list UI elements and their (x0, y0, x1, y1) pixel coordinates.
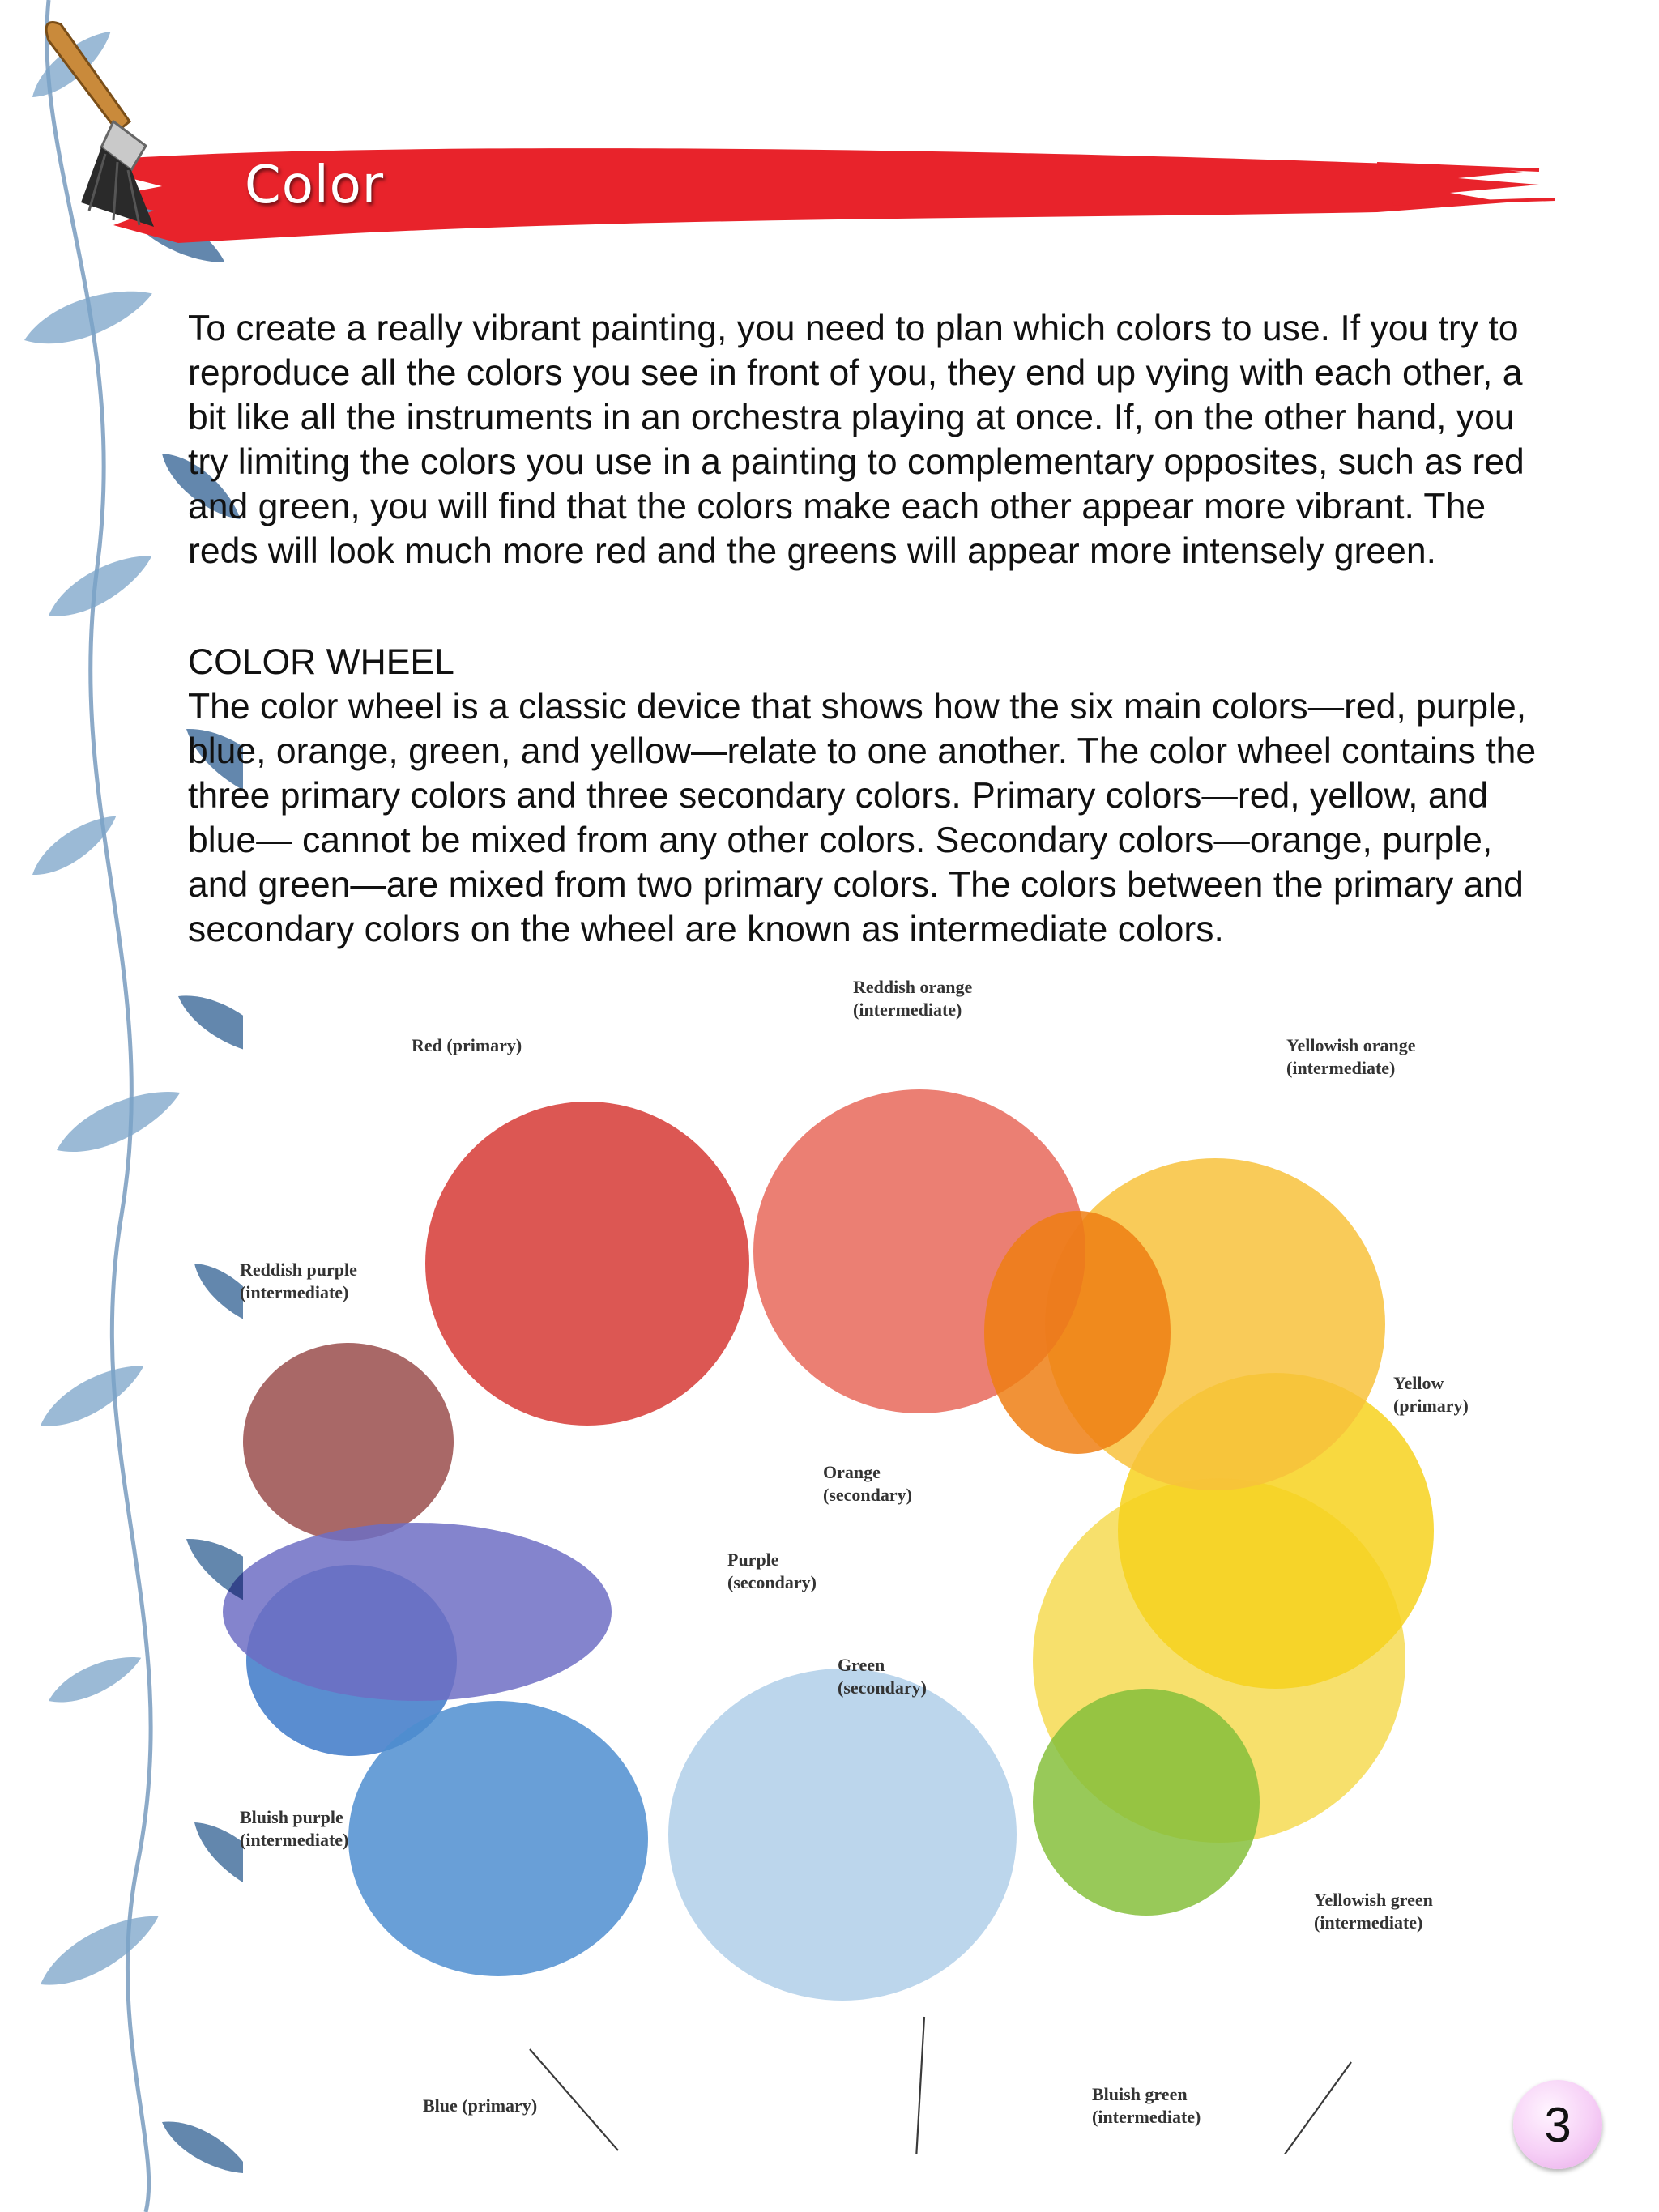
label-red: Red (primary) (412, 1035, 522, 1055)
label-reddish-orange: Reddish orange (intermediate) (853, 977, 973, 1020)
leaf-shape (32, 1352, 151, 1439)
label-yellowish-green: Yellowish green (intermediate) (1314, 1890, 1433, 1933)
color-wheel-illustration (219, 972, 1531, 2154)
color-swatch-red (425, 1102, 749, 1426)
label-green: Green (secondary) (838, 1655, 927, 1698)
label-reddish-purple: Reddish purple (intermediate) (240, 1259, 357, 1302)
page-number-badge: 3 (1513, 2080, 1602, 2169)
intro-line: bit like all the instruments in an orchestra playing at once. If, on the other hand, you (188, 398, 1515, 437)
color-swatch-orange (984, 1211, 1171, 1454)
leaf-shape (43, 1645, 147, 1713)
intro-paragraph (188, 306, 1597, 573)
label-yellow: Yellow (primary) (1393, 1373, 1469, 1416)
intro-line: To create a really vibrant painting, you need to plan which colors to use. If you try to (188, 309, 1519, 348)
section-line: secondary colors on the wheel are known as intermediate colors. (188, 910, 1224, 949)
label-purple: Purple (secondary) (727, 1549, 817, 1592)
color-swatch-purple (223, 1523, 612, 1701)
label-bluish-purple: Bluish purple (intermediate) (240, 1807, 349, 1850)
label-orange: Orange (secondary) (823, 1462, 912, 1505)
leader-line (915, 2017, 924, 2154)
leaf-shape (18, 276, 158, 357)
color-swatch-reddish-purple (243, 1343, 454, 1541)
section-line: The color wheel is a classic device that shows how the six main colors—red, purple, (188, 687, 1527, 727)
section-line: blue, orange, green, and yellow—relate to one another. The color wheel contains the (188, 731, 1537, 771)
section-line: blue— cannot be mixed from any other colors. Secondary colors—orange, purple, (188, 820, 1493, 860)
page-title: Color (245, 156, 385, 215)
label-blue: Blue (primary) (423, 2095, 538, 2116)
leaf-shape (49, 1076, 187, 1166)
intro-line: try limiting the colors you use in a painting to complementary opposites, such as red (188, 442, 1525, 482)
color-swatch-blue (348, 1701, 648, 1976)
label-bluish-green: Bluish green (intermediate) (1092, 2084, 1201, 2127)
intro-line: and green, you will find that the colors make each other appear more vibrant. The (188, 487, 1486, 526)
label-yellowish-orange: Yellowish orange (intermediate) (1286, 1035, 1416, 1078)
intro-line: reds will look much more red and the greens will appear more intensely green. (188, 531, 1436, 571)
section-heading: COLOR WHEEL (188, 642, 454, 682)
section-line: and green—are mixed from two primary colors. The colors between the primary and (188, 865, 1524, 905)
color-wheel-paragraph (188, 684, 1597, 952)
intro-line: reproduce all the colors you see in front of you, they end up vying with each other, a (188, 353, 1523, 393)
section-line: three primary colors and three secondary colors. Primary colors—red, yellow, and (188, 776, 1489, 816)
color-swatch-bluish-green (668, 1669, 1017, 2001)
paintbrush-icon (32, 8, 219, 243)
color-swatch-green (1033, 1689, 1260, 1916)
leader-line (530, 2049, 618, 2150)
leaf-shape (32, 1900, 168, 2000)
